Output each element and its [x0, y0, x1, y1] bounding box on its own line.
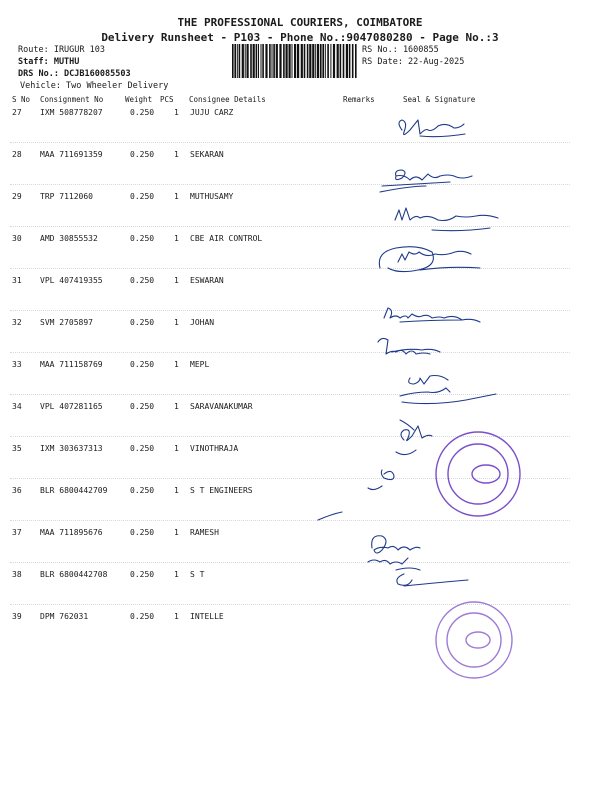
col-pcs: PCS: [160, 95, 174, 104]
cell-consignee: S T ENGINEERS: [190, 486, 253, 495]
cell-consignment: MAA 711895676: [40, 528, 103, 537]
cell-pcs: 1: [174, 318, 179, 327]
cell-consignment: IXM 303637313: [40, 444, 103, 453]
cell-pcs: 1: [174, 234, 179, 243]
row-divider: [10, 562, 570, 563]
cell-consignment: VPL 407419355: [40, 276, 103, 285]
cell-weight: 0.250: [130, 444, 155, 453]
cell-weight: 0.250: [130, 108, 155, 117]
cell-sno: 33: [12, 360, 22, 369]
table-row: [0, 234, 600, 276]
cell-pcs: 1: [174, 528, 179, 537]
cell-weight: 0.250: [130, 360, 155, 369]
cell-sno: 29: [12, 192, 22, 201]
cell-sno: 27: [12, 108, 22, 117]
route-label: Route: IRUGUR 103: [18, 45, 105, 55]
col-consignment: Consignment No: [40, 95, 104, 104]
cell-consignee: VINOTHRAJA: [190, 444, 239, 453]
cell-consignment: DPM 762031: [40, 612, 89, 621]
cell-consignee: JUJU CARZ: [190, 108, 234, 117]
cell-pcs: 1: [174, 192, 179, 201]
cell-pcs: 1: [174, 108, 179, 117]
row-divider: [10, 604, 570, 605]
cell-consignment: MAA 711691359: [40, 150, 103, 159]
table-row: [0, 150, 600, 192]
cell-sno: 35: [12, 444, 22, 453]
col-consignee: Consignee Details: [189, 95, 266, 104]
row-divider: [10, 394, 570, 395]
cell-consignee: MUTHUSAMY: [190, 192, 234, 201]
cell-consignee: ESWARAN: [190, 276, 224, 285]
table-row: [0, 318, 600, 360]
table-row: [0, 360, 600, 402]
row-divider: [10, 478, 570, 479]
table-row: [0, 570, 600, 612]
cell-consignee: SARAVANAKUMAR: [190, 402, 253, 411]
cell-weight: 0.250: [130, 234, 155, 243]
table-row: [0, 612, 600, 654]
cell-weight: 0.250: [130, 192, 155, 201]
cell-consignment: BLR 6800442709: [40, 486, 108, 495]
cell-pcs: 1: [174, 402, 179, 411]
cell-pcs: 1: [174, 150, 179, 159]
row-divider: [10, 520, 570, 521]
cell-sno: 39: [12, 612, 22, 621]
drs-number: DRS No.: DCJB160085503: [18, 69, 131, 79]
table-row: [0, 528, 600, 570]
company-title: THE PROFESSIONAL COURIERS, COIMBATORE: [177, 16, 423, 29]
cell-sno: 32: [12, 318, 22, 327]
cell-weight: 0.250: [130, 402, 155, 411]
row-divider: [10, 352, 570, 353]
cell-weight: 0.250: [130, 486, 155, 495]
row-divider: [10, 142, 570, 143]
col-seal-signature: Seal & Signature: [403, 95, 476, 104]
row-divider: [10, 436, 570, 437]
cell-pcs: 1: [174, 570, 179, 579]
cell-pcs: 1: [174, 276, 179, 285]
cell-consignment: IXM 508778207: [40, 108, 103, 117]
rs-date: RS Date: 22-Aug-2025: [362, 57, 465, 67]
table-row: [0, 276, 600, 318]
cell-sno: 31: [12, 276, 22, 285]
cell-consignment: VPL 407281165: [40, 402, 103, 411]
table-row: [0, 402, 600, 444]
cell-consignee: JOHAN: [190, 318, 215, 327]
cell-sno: 38: [12, 570, 22, 579]
cell-sno: 28: [12, 150, 22, 159]
cell-weight: 0.250: [130, 528, 155, 537]
row-divider: [10, 310, 570, 311]
cell-consignee: CBE AIR CONTROL: [190, 234, 263, 243]
staff-label: Staff: MUTHU: [18, 57, 80, 67]
cell-sno: 34: [12, 402, 22, 411]
cell-pcs: 1: [174, 486, 179, 495]
table-row: [0, 192, 600, 234]
row-divider: [10, 268, 570, 269]
cell-sno: 36: [12, 486, 22, 495]
vehicle-label: Vehicle: Two Wheeler Delivery: [20, 81, 169, 91]
cell-consignee: S T: [190, 570, 205, 579]
row-divider: [10, 184, 570, 185]
cell-weight: 0.250: [130, 570, 155, 579]
cell-consignment: MAA 711158769: [40, 360, 103, 369]
cell-consignment: BLR 6800442708: [40, 570, 108, 579]
col-weight: Weight: [125, 95, 153, 104]
cell-pcs: 1: [174, 612, 179, 621]
cell-consignee: INTELLE: [190, 612, 224, 621]
cell-consignee: SEKARAN: [190, 150, 224, 159]
cell-pcs: 1: [174, 360, 179, 369]
runsheet-subtitle: Delivery Runsheet - P103 - Phone No.:9047080280 - Page No.:3: [101, 31, 499, 44]
cell-weight: 0.250: [130, 612, 155, 621]
cell-sno: 30: [12, 234, 22, 243]
col-sno: S No: [12, 95, 31, 104]
cell-weight: 0.250: [130, 318, 155, 327]
cell-weight: 0.250: [130, 150, 155, 159]
table-row: [0, 444, 600, 486]
table-row: [0, 108, 600, 150]
cell-consignment: AMD 30855532: [40, 234, 98, 243]
table-row: [0, 486, 600, 528]
barcode-image: [232, 44, 358, 78]
cell-consignee: MEPL: [190, 360, 210, 369]
cell-consignment: TRP 7112060: [40, 192, 93, 201]
cell-weight: 0.250: [130, 276, 155, 285]
cell-consignee: RAMESH: [190, 528, 219, 537]
cell-pcs: 1: [174, 444, 179, 453]
col-remarks: Remarks: [343, 95, 375, 104]
row-divider: [10, 226, 570, 227]
rs-number: RS No.: 1600855: [362, 45, 439, 55]
cell-sno: 37: [12, 528, 22, 537]
cell-consignment: SVM 2705897: [40, 318, 93, 327]
